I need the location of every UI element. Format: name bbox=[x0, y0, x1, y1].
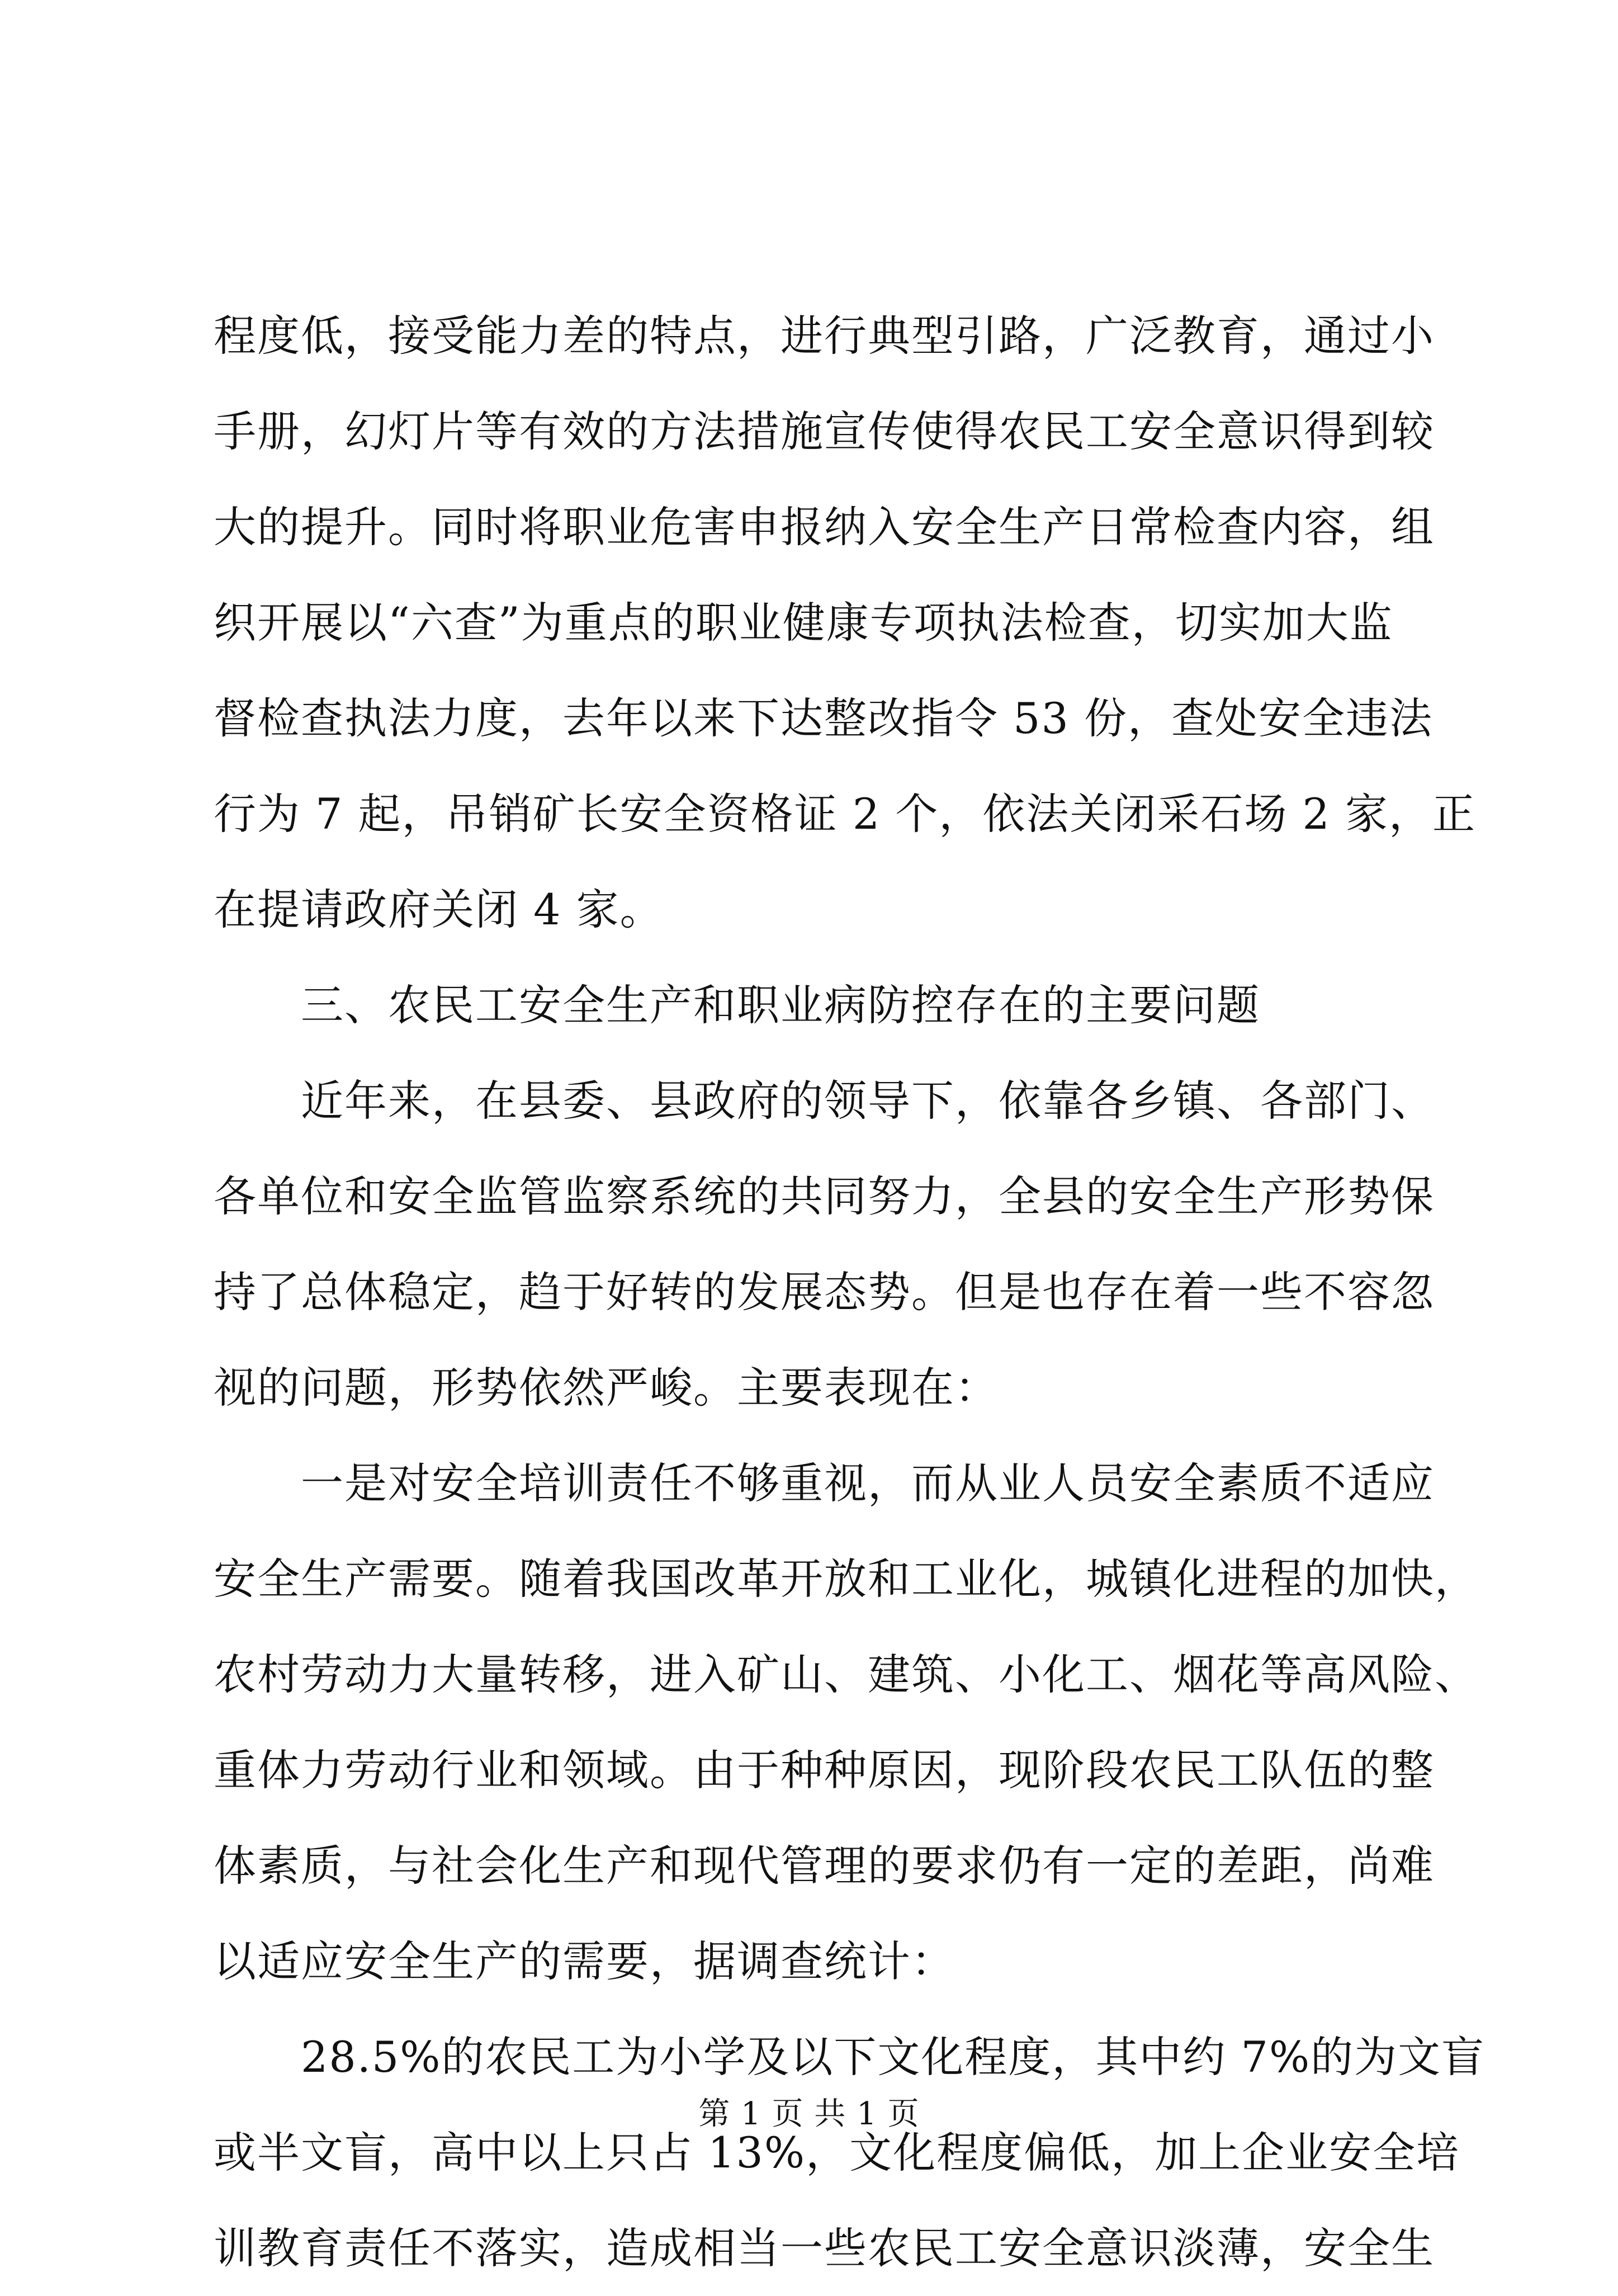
text-line: 以适应安全生产的需要，据调查统计： bbox=[214, 1936, 955, 1986]
text-line: 在提请政府关闭 4 家。 bbox=[214, 885, 664, 934]
text-line: 织开展以“六查”为重点的职业健康专项执法检查，切实加大监 bbox=[214, 598, 1393, 648]
text-line: 程度低，接受能力差的特点，进行典型引路，广泛教育，通过小 bbox=[214, 311, 1435, 361]
text-line: 督检查执法力度，去年以来下达整改指令 53 份，查处安全违法 bbox=[214, 693, 1434, 743]
text-line: 近年来，在县委、县政府的领导下，依靠各乡镇、各部门、 bbox=[214, 1076, 1435, 1126]
section-heading: 三、农民工安全生产和职业病防控存在的主要问题 bbox=[214, 980, 1260, 1030]
text-line: 体素质，与社会化生产和现代管理的要求仍有一定的差距，尚难 bbox=[214, 1841, 1435, 1891]
text-line: 农村劳动力大量转移，进入矿山、建筑、小化工、烟花等高风险、 bbox=[214, 1650, 1478, 1699]
text-line: 各单位和安全监管监察系统的共同努力，全县的安全生产形势保 bbox=[214, 1171, 1435, 1221]
text-line: 持了总体稳定，趋于好转的发展态势。但是也存在着一些不容忽 bbox=[214, 1267, 1435, 1317]
text-line: 一是对安全培训责任不够重视，而从业人员安全素质不适应 bbox=[214, 1458, 1435, 1508]
text-line: 手册，幻灯片等有效的方法措施宣传使得农民工安全意识得到较 bbox=[214, 407, 1435, 456]
text-line: 或半文盲，高中以上只占 13%，文化程度偏低，加上企业安全培 bbox=[214, 2128, 1460, 2177]
text-line: 行为 7 起，吊销矿长安全资格证 2 个，依法关闭采石场 2 家，正 bbox=[214, 789, 1477, 839]
text-line: 重体力劳动行业和领域。由于种种原因，现阶段农民工队伍的整 bbox=[214, 1745, 1435, 1795]
page-footer: 第 1 页 共 1 页 bbox=[698, 2096, 920, 2132]
text-line: 28.5%的农民工为小学及以下文化程度，其中约 7%的为文盲 bbox=[214, 2032, 1485, 2082]
text-line: 安全生产需要。随着我国改革开放和工业化，城镇化进程的加快， bbox=[214, 1554, 1478, 1604]
document-body bbox=[214, 288, 1485, 2296]
text-line: 大的提升。同时将职业危害申报纳入安全生产日常检查内容，组 bbox=[214, 502, 1435, 552]
text-line: 训教育责任不落实，造成相当一些农民工安全意识淡薄，安全生 bbox=[214, 2223, 1435, 2273]
text-line: 视的问题，形势依然严峻。主要表现在： bbox=[214, 1363, 999, 1412]
